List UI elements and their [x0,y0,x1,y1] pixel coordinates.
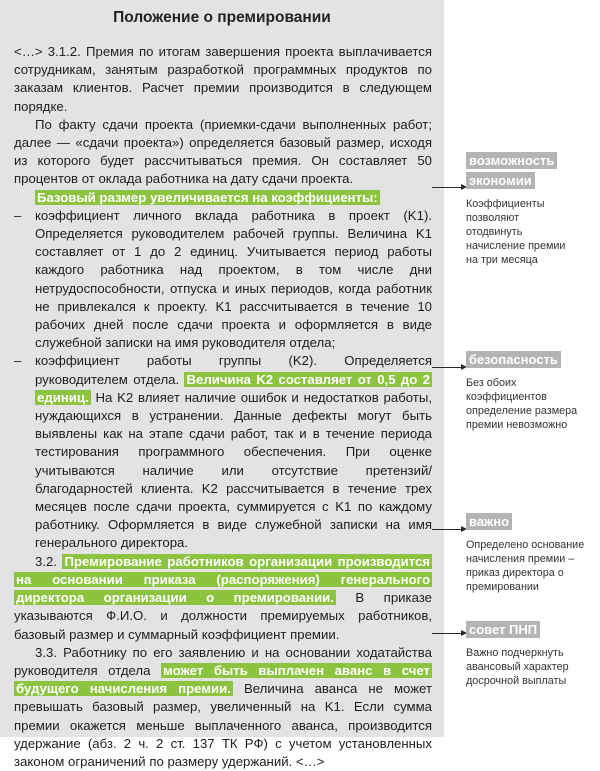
paragraph-base-size: По факту сдачи проекта (приемки-сдачи выполненных работ; далее — «сдачи проекта») определяется базовый размер, исходя из которого будет рассчитываться премия. Он составляет 50 процентов от оклада работника на дату сдачи проекта. [14,116,432,187]
arrow-3 [432,529,462,530]
highlight-order: Премирование работников организации производится на основании приказа (распоряжения) генерального директора организации о премировании. [16,553,430,606]
note-tag: совет ПНП [466,621,540,638]
paragraph-intro: <…> 3.1.2. Премия по итогам завершения проекта выплачивается сотрудникам, занятым разработкой программных продуктов по заказам клиентов. Расчет премии производится в следующем порядке. [14,44,432,114]
paragraph-coefficients-heading [14,189,432,207]
list-item-k2 [14,352,432,552]
note-text: Без обоих коэффициентов определение размера премии невозможно [466,377,578,431]
k1-text: коэффициент личного вклада работника в проект (K1). Определяется руководителем рабочей группы. Величина K1 составляет от 1 до 2 единиц. Учитывается период работы каждого работника над проектом, в том числе дни нетрудоспособности, отпуска и иных периодов, когда работник не привлекался к проекту. K1 рассчитывается в течение 10 рабочих дней после сдачи проекта и оформляется в виде служебной записки на имя руководителя отдела; [35,207,432,351]
page-title: Положение о премировании [113,9,331,26]
arrow-2 [432,367,462,368]
note-text: Коэффициенты позволяют отодвинуть начисление премии на три месяца [466,198,566,266]
paragraph-3-2 [14,553,432,644]
side-note-advice [466,620,596,688]
arrow-4 [432,633,462,634]
note-tag: возможность экономии [466,152,557,189]
p33-text-post: Величина аванса не может превышать базовый размер, увеличенный на K1. Если сумма премии окажется меньше выплаченного аванса, производится удержание (абз. 2 ч. 2 ст. 137 ТК РФ) с учетом установленных законом ограничений по размеру удержаний. <…> [14,681,432,769]
highlight-coefficients: Базовый размер увеличивается на коэффициенты: [37,189,378,205]
highlight-advance: может быть выплачен аванс в счет будущего начисления премии. [16,662,430,697]
side-note-important [466,512,596,594]
list-dash: – [14,207,22,223]
k2-text-pre: коэффициент работы группы (K2). Определяется руководителем отдела. [35,353,432,387]
note-tag: безопасность [466,351,561,368]
document-body [14,43,432,771]
list-dash: – [14,353,22,369]
highlight-k2: Величина K2 составляет от 0,5 до 2 единиц. [37,371,430,405]
side-note-savings [466,151,578,267]
list-item-k1 [14,207,432,353]
k2-text-post: На K2 влияет наличие ошибок и недостатков работы, нуждающихся в устранении. Данные дефекты могут быть выявлены как на этапе сдачи работ, так и в течение периода тестирования программного обеспечения. При оценке учитываются наличие или отсутствие претензий/благодарностей клиента. K2 рассчитывается в течение трех месяцев после сдачи проекта, суммируется с K1 по каждому работнику. Оформляется в виде служебной записки на имя генерального директора. [35,389,432,551]
p32-text: В приказе указываются Ф.И.О. и должности премируемых работников, базовый размер и суммарный коэффициент премии. [14,590,432,642]
p32-number: 3.2. [35,553,57,569]
p33-text-pre: 3.3. Работнику по его заявлению и на основании ходатайства руководителя отдела [14,644,432,678]
arrow-1 [432,187,462,188]
paragraph-3-3 [14,644,432,771]
note-text: Важно подчеркнуть авансовый характер досрочной выплаты [466,647,569,687]
note-text: Определено основание начисления премии – приказ директора о премировании [466,539,585,593]
note-tag: важно [466,513,512,530]
side-note-security [466,350,596,432]
